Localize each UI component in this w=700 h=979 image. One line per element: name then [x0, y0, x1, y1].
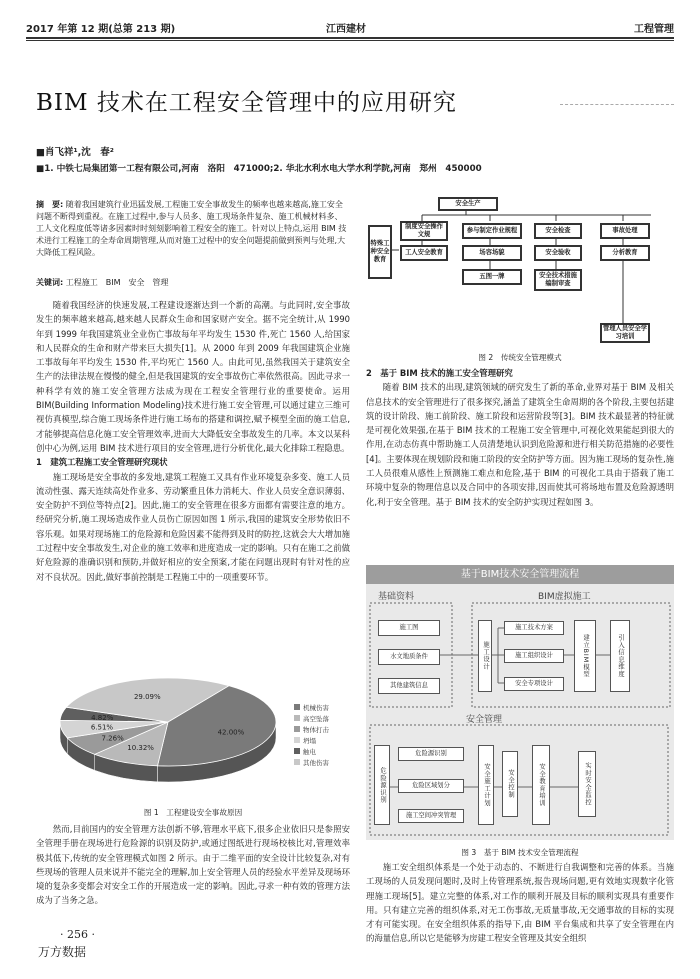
fig2-r4: 管理人员安全学习培训	[600, 323, 650, 343]
fig2-r1-1: 参与制定作业规程	[462, 223, 522, 239]
fig3-left-1: 水文地质条件	[378, 649, 440, 665]
fig3-banner: 基于BIM技术安全管理流程	[366, 565, 674, 584]
fig3-hazard-1: 危险区域划分	[398, 779, 464, 793]
figure-3-flowchart	[366, 565, 674, 840]
legend-swatch-0	[294, 704, 300, 710]
abstract	[36, 199, 348, 259]
fig3-safety-label: 安全管理	[466, 715, 503, 725]
running-header	[26, 22, 674, 36]
fig2-top: 安全生产	[438, 197, 498, 211]
pie-label-0: 42.00%	[217, 728, 245, 737]
legend-label-1: 高空坠落	[303, 715, 329, 723]
paper-title: BIM 技术在工程安全管理中的应用研究	[36, 90, 457, 116]
fig2-r2-2: 安全验收	[534, 245, 582, 261]
fig2-r3-0: 五图一牌	[462, 269, 522, 285]
fig2-r2-3: 分析教育	[600, 245, 650, 261]
figure-1-caption: 图 1 工程建设安全事故原因	[143, 808, 243, 817]
fig3-hazard-0: 危险源识别	[398, 747, 464, 761]
section-1-paragraph: 施工现场是安全事故的多发地,建筑工程施工又具有作业环境复杂多变、施工人员流动性强、露天连续高处作业多、劳动繁重且体力消耗大、作业人员安全意识薄弱、安全防护不到位等特点[2]。因此,施工的安全管理在很多方面都有需要注意的地方。经研究分析,施工现场造成作业人员伤亡原因如图 1 所示,我国的建筑安全形势依旧不容乐观。如果对现场施工的危险源和危险因素不能得到及时的防控,这就会大大增加施工过程中安全事故发生,对企业的施工效率和进度造成一定的影响。只有在施工之前做好危险源的准确识别和预防,并做好相应的安全预案,才能在问题出现时有针对性的应对不良状况。因此,做好事前控制是工程施工中的一项重要环节。	[36, 471, 350, 582]
issue-label: 2017 年第 12 期(总第 213 期)	[26, 24, 176, 35]
pie-label-5: 29.09%	[133, 693, 161, 702]
right-column	[366, 366, 674, 509]
footer-brand: 万方数据	[38, 945, 87, 959]
figure-2-diagram	[366, 195, 674, 345]
legend-label-5: 其他伤害	[303, 759, 329, 767]
fig3-realtime: 实时安全监控	[578, 751, 596, 817]
fig3-lines	[366, 565, 674, 840]
legend-swatch-1	[294, 715, 300, 721]
fig3-model: 建立BIM模型	[574, 620, 596, 692]
fig3-hazard-2: 施工空间冲突管理	[398, 809, 464, 823]
legend-label-0: 机械伤害	[303, 704, 329, 712]
left-column-bottom	[36, 822, 350, 908]
fig2-r1-3: 事故处理	[600, 223, 650, 239]
fig3-hazard: 危险源识别	[374, 745, 390, 825]
pie-label-1: 10.32%	[127, 743, 154, 752]
header-rule-thin	[26, 40, 674, 41]
keywords-text: 工程施工 BIM 安全 管理	[65, 278, 169, 287]
fig2-r2-0: 工人安全教育	[400, 245, 448, 261]
fig3-basic-label: 基础资料	[378, 592, 415, 602]
figure-1-pie	[48, 652, 348, 812]
legend-label-4: 触电	[303, 748, 316, 756]
fig3-plan-0: 施工技术方案	[504, 621, 564, 635]
keywords-label: 关键词:	[36, 278, 64, 287]
journal-name: 江西建材	[326, 24, 366, 35]
fig2-r2-1: 场容场貌	[462, 245, 522, 261]
pie-label-4: 4.82%	[91, 713, 114, 722]
legend-swatch-3	[294, 737, 300, 743]
legend-label-3: 坍塌	[303, 737, 316, 745]
figure-3-caption: 图 3 基于 BIM 技术安全管理流程	[461, 848, 579, 857]
abstract-label: 摘 要:	[36, 200, 64, 209]
left-column	[36, 298, 350, 584]
legend-swatch-4	[294, 748, 300, 754]
traditional-paragraph: 然而,目前国内的安全管理方法创新不够,管理水平底下,很多企业依旧只是参照安全管理手册在现场进行危险源的识别及防护,或通过图纸进行现场校核比对,管理效率极其低下,传统的安全管理模式如图 2 所示。由于二维平面的安全设计比较复杂,对有些现场的管理人员来说并不能完全的理解,加上安全管理人员的经验水平差异及现场环境的复杂多变都会对安全工作的开展造成一定的影响。因此,寻求一种有效的管理方法成为了当务之急。	[36, 824, 350, 906]
fig3-plan-1: 施工组织设计	[504, 649, 564, 663]
fig2-left: 特殊工种安全教育	[368, 225, 392, 279]
fig3-design: 施工设计	[478, 620, 492, 692]
section-2-paragraph: 随着 BIM 技术的出现,建筑领域的研究发生了新的革命,业界对基于 BIM 及相关信息技术的安全管理进行了很多探究,涵盖了建筑全生命周期的各个阶段,主要包括建筑的设计阶段、施工前阶段、施工阶段和运营阶段等[3]。BIM 技术最显著的特征就是可视化效果强,在基于 BIM 技术的工程施工安全管理中,可视化效果能起到很大的作用,在动态仿真中帮助施工人员清楚地认识到危险源和进行相关防范措施的必要性[4]。主要体现在规划阶段和施工阶段的安全防护等方面。因为施工现场的复杂性,施工人员很难从感性上预测施工难点和危险,基于 BIM 的可视化工具由于搭载了施工环境中复杂的物理信息以及合同中的各项安排,因而使其可将场地布置及危险源透明化,利于安全管理。基于 BIM 技术的安全防护实现过程如图 3。	[366, 382, 674, 507]
legend-swatch-2	[294, 726, 300, 732]
authors: ■肖飞祥¹,沈 春²	[36, 147, 114, 158]
legend-label-2: 物体打击	[303, 726, 329, 734]
title-dash	[560, 104, 674, 105]
fig3-left-0: 施工图	[378, 620, 440, 636]
fig3-edu: 安全教育培训	[532, 745, 550, 825]
header-rule	[26, 37, 674, 39]
fig2-r1-0: 制度安全操作文规	[400, 221, 448, 241]
fig3-plan-2: 安全专项设计	[504, 677, 564, 691]
keywords	[36, 275, 348, 290]
fig3-import: 引入信息维度	[610, 620, 630, 692]
figure-2-caption: 图 2 传统安全管理模式	[478, 353, 562, 362]
fig2-r3-1: 安全技术措施编制审查	[534, 269, 582, 291]
section-1-heading: 1 建筑工程施工安全管理研究现状	[36, 457, 168, 468]
affiliation: ■1. 中铁七局集团第一工程有限公司,河南 洛阳 471000;2. 华北水利水电大学水利学院,河南 郑州 450000	[36, 164, 482, 174]
abstract-text: 随着我国建筑行业迅猛发展,工程施工安全事故发生的频率也越来越高,施工安全问题不断得到重视。在施工过程中,参与人员多、施工现场条件复杂、施工机械材料多、工人文化程度低等诸多因素时时刻刻影响着工程安全的施工。针对以上特点,运用 BIM 技术进行工程施工的全寿命周期管理,从而对施工过程中的安全问题提前做到预判与处理,大大降低工程风险。	[36, 200, 347, 258]
right-column-bottom	[366, 860, 674, 946]
section-2-heading: 2 基于 BIM 技术的施工安全管理研究	[366, 368, 513, 378]
legend-swatch-5	[294, 759, 300, 765]
fig2-r1-2: 安全检查	[534, 223, 582, 239]
page-number: · 256 ·	[60, 928, 95, 941]
organization-paragraph: 施工安全组织体系是一个处于动态的、不断进行自我调整和完善的体系。当施工现场的人员发现问题时,及时上传管理系统,报告现场问题,更有效地实现数字化管理施工现场[5]。建立完整的体系,对工作的顺利开展及目标的顺利实现具有重要作用。只有建立完善的组织体系,对无工伤事故,无质量事故,无交通事故的目标的实现才有可能实现。在安全组织体系的指导下,由 BIM 平台集成和共享了安全管理在内的海量信息,所以它是能够为房建工程安全管理及其安全组织	[366, 862, 674, 944]
pie-label-2: 7.26%	[101, 734, 124, 743]
fig3-left-2: 其他建筑信息	[378, 678, 440, 694]
intro-paragraph: 随着我国经济的快速发展,工程建设逐渐达到一个新的高潮。与此同时,安全事故发生的频率越来越高,越来越人民群众生命和国家财产安全。据不完全统计,从 1990 年到 1999 年我国建筑业全业伤亡事故每年平均发生 1530 件,死亡 1560 人,给国家和人民群众的生命和财产带来巨大损失[1]。从 2000 年到 2009 年我国建筑企业施工事故每年平均发生 1530 件,平均死亡 1560 人。由此可见,虽然我国关于建筑安全生产的法律法规在慢慢的健全,但是我国建筑的安全事故伤亡率依然很高。因此寻求一种科学有效的施工安全管理方法成为现在工程安全管理行业的重要使命。运用 BIM(Building Information Modeling)技术进行施工安全管理,可以通过建立三维可视仿真模型,综合施工现场条件进行施工场布的搭建和调控,赋予模型全面的施工信息,才能够提高信息化施工安全管理效率,进而大大降低安全事故发生的几率。本文以某科创中心为例,运用 BIM 技术进行项目的安全管理,进行分析优化,最大化排除工程隐患。	[36, 300, 350, 453]
section-name: 工程管理	[634, 24, 674, 35]
pie-label-3: 6.51%	[90, 723, 114, 732]
fig3-plan: 安全施工计划	[478, 745, 494, 825]
fig3-virtual-label: BIM虚拟施工	[538, 592, 591, 602]
fig3-control: 安全控制	[502, 751, 518, 817]
